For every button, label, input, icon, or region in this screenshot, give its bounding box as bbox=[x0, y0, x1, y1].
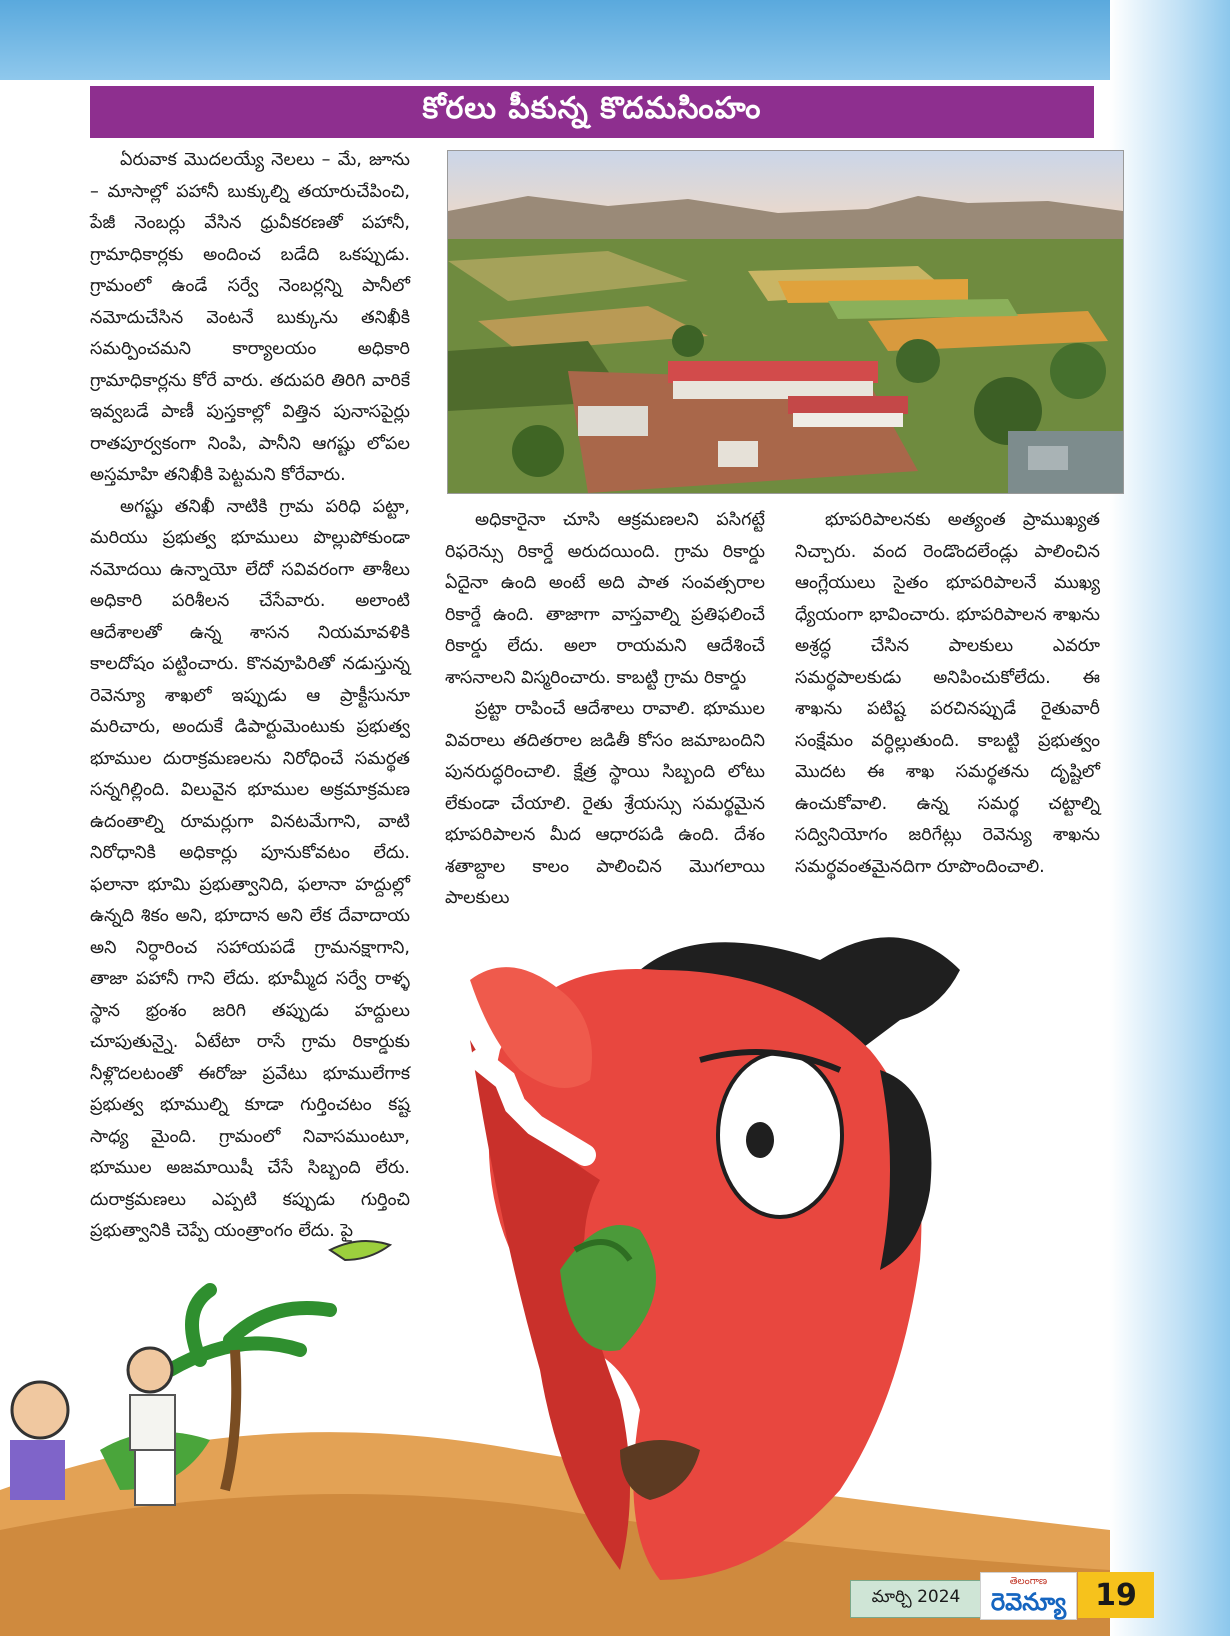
logo-subtitle: తెలంగాణ bbox=[1009, 1576, 1048, 1587]
paragraph: అగష్టు తనిఖీ నాటికి గ్రామ పరిధి పట్టా, మరియు ప్రభుత్వ భూములు పొల్లుపోకుండా నమోదయి ఉన్నాయో లేదో సవివరంగా తాశీలు అధికారి పరిశీలన చేసేవారు. అలాంటి ఆదేశాలతో ఉన్న శాసన నియమావళికి కాలదోషం పట్టించారు. కొనవూపిరితో నడుస్తున్న రెవెన్యూ శాఖలో ఇప్పుడు ఆ ప్రాక్టీసునూ మరిచారు, అందుకే డిపార్టుమెంటుకు ప్రభుత్వ భూముల దురాక్రమణలను నిరోధించే సమర్థత సన్నగిల్లింది. విలువైన భూముల అక్రమాక్రమణ ఉదంతాల్ని రూమర్లుగా వినటమేగాని, వాటి నిరోధానికి అధికార్లు పూనుకోవటం లేదు. ఫలానా భూమి ప్రభుత్వానిది, ఫలానా హద్దుల్లో ఉన్నది శికం అని, భూదాన అని లేక దేవాదాయ అని నిర్ధారించ సహాయపడే గ్రామనక్షాగాని, తాజా పహానీ గాని లేదు. భూమ్మీద సర్వే రాళ్ళ స్థాన భ్రంశం జరిగి తప్పుడు హద్దులు చూపుతున్నై. ఏటేటా రాసే గ్రామ రికార్డుకు నీళ్లొదలటంతో ఈరోజు ప్రవేటు భూములేగాక ప్రభుత్వ భూముల్ని కూడా గుర్తించటం కష్ట సాధ్య మైంది. గ్రామంలో నివాసముంటూ, భూముల అజమాయిషీ చేసే సిబ్బంది లేరు. దురాక్రమణలు ఎప్పటి కప్పుడు గుర్తించి ప్రభుత్వానికి చెప్పే యంత్రాంగం లేదు. పై bbox=[90, 496, 410, 1241]
page-number: 19 bbox=[1078, 1572, 1154, 1618]
logo-title: రెవెన్యూ bbox=[990, 1588, 1067, 1616]
village-landscape-photo bbox=[447, 150, 1124, 494]
header-band bbox=[0, 0, 1230, 80]
paragraph: ప్రట్టా రాపించే ఆదేశాలు రావాలి. భూముల వివరాలు తదితరాల జడితీ కోసం జమాబందిని పునరుద్ధరించాలి. క్షేత్ర స్థాయి సిబ్బంది లోటు లేకుండా చేయాలి. రైతు శ్రేయస్సు సమర్థమైన భూపరిపాలన మీద ఆధారపడి ఉంది. దేశం శతాబ్దాల కాలం పాలించిన మొగలాయి పాలకులు bbox=[445, 699, 765, 908]
article-column-3 bbox=[795, 505, 1100, 883]
issue-date: మార్చి 2024 bbox=[850, 1580, 982, 1618]
land-grabber-cartoon bbox=[0, 930, 1110, 1636]
side-band bbox=[1110, 0, 1230, 1636]
article-title: కోరలు పీకున్న కొదమసింహం bbox=[90, 86, 1094, 138]
paragraph: అధికారైనా చూసి ఆక్రమణలని పసిగట్టే రిఫరెన్సు రికార్డే అరుదయింది. గ్రామ రికార్డు ఏదైనా ఉంది అంటే అది పాత సంవత్సరాల రికార్డే ఉంది. తాజాగా వాస్తవాల్ని ప్రతిఫలించే రికార్డు లేదు. అలా రాయమని ఆదేశించే శాసనాలని విస్మరించారు. కాబట్టి గ్రామ రికార్డు bbox=[445, 510, 765, 688]
paragraph: ఏరువాక మొదలయ్యే నెలలు – మే, జూను – మాసాల్లో పహానీ బుక్కుల్ని తయారుచేపించి, పేజీ నెంబర్లు వేసిన ధ్రువీకరణతో పహానీ, గ్రామాధికార్లకు అందించ బడేది ఒకప్పుడు. గ్రామంలో ఉండే సర్వే నెంబర్లన్ని పానీలో నమోదుచేసిన వెంటనే బుక్కును తనిఖీకి సమర్పించమని కార్యాలయం అధికారి గ్రామాధికార్లను కోరే వారు. తదుపరి తిరిగి వారికే ఇవ్వబడే పాణీ పుస్తకాల్లో విత్తిన పునాసపైర్లు రాతపూర్వకంగా నింపి, పానీని ఆగష్టు లోపల అస్తమాహి తనిఖీకి పెట్టమని కోరేవారు. bbox=[90, 150, 410, 485]
magazine-logo bbox=[980, 1572, 1077, 1620]
article-column-2 bbox=[445, 505, 765, 915]
paragraph: భూపరిపాలనకు అత్యంత ప్రాముఖ్యత నిచ్చారు. వంద రెండొందలేండ్లు పాలించిన ఆంగ్లేయులు సైతం భూపరిపాలనే ముఖ్య ధ్యేయంగా భావించారు. భూపరిపాలన శాఖను అశ్రద్ధ చేసిన పాలకులు ఎవరూ సమర్థపాలకుడు అనిపించుకోలేదు. ఈ శాఖను పటిష్ట పరచినప్పుడే రైతువారీ సంక్షేమం వర్ధిల్లుతుంది. కాబట్టి ప్రభుత్వం మొదట ఈ శాఖ సమర్థతను దృష్టిలో ఉంచుకోవాలి. ఉన్న సమర్థ చట్టాల్ని సద్వినియోగం జరిగేట్లు రెవెన్యు శాఖను సమర్థవంతమైనదిగా రూపొందించాలి. bbox=[795, 510, 1100, 877]
